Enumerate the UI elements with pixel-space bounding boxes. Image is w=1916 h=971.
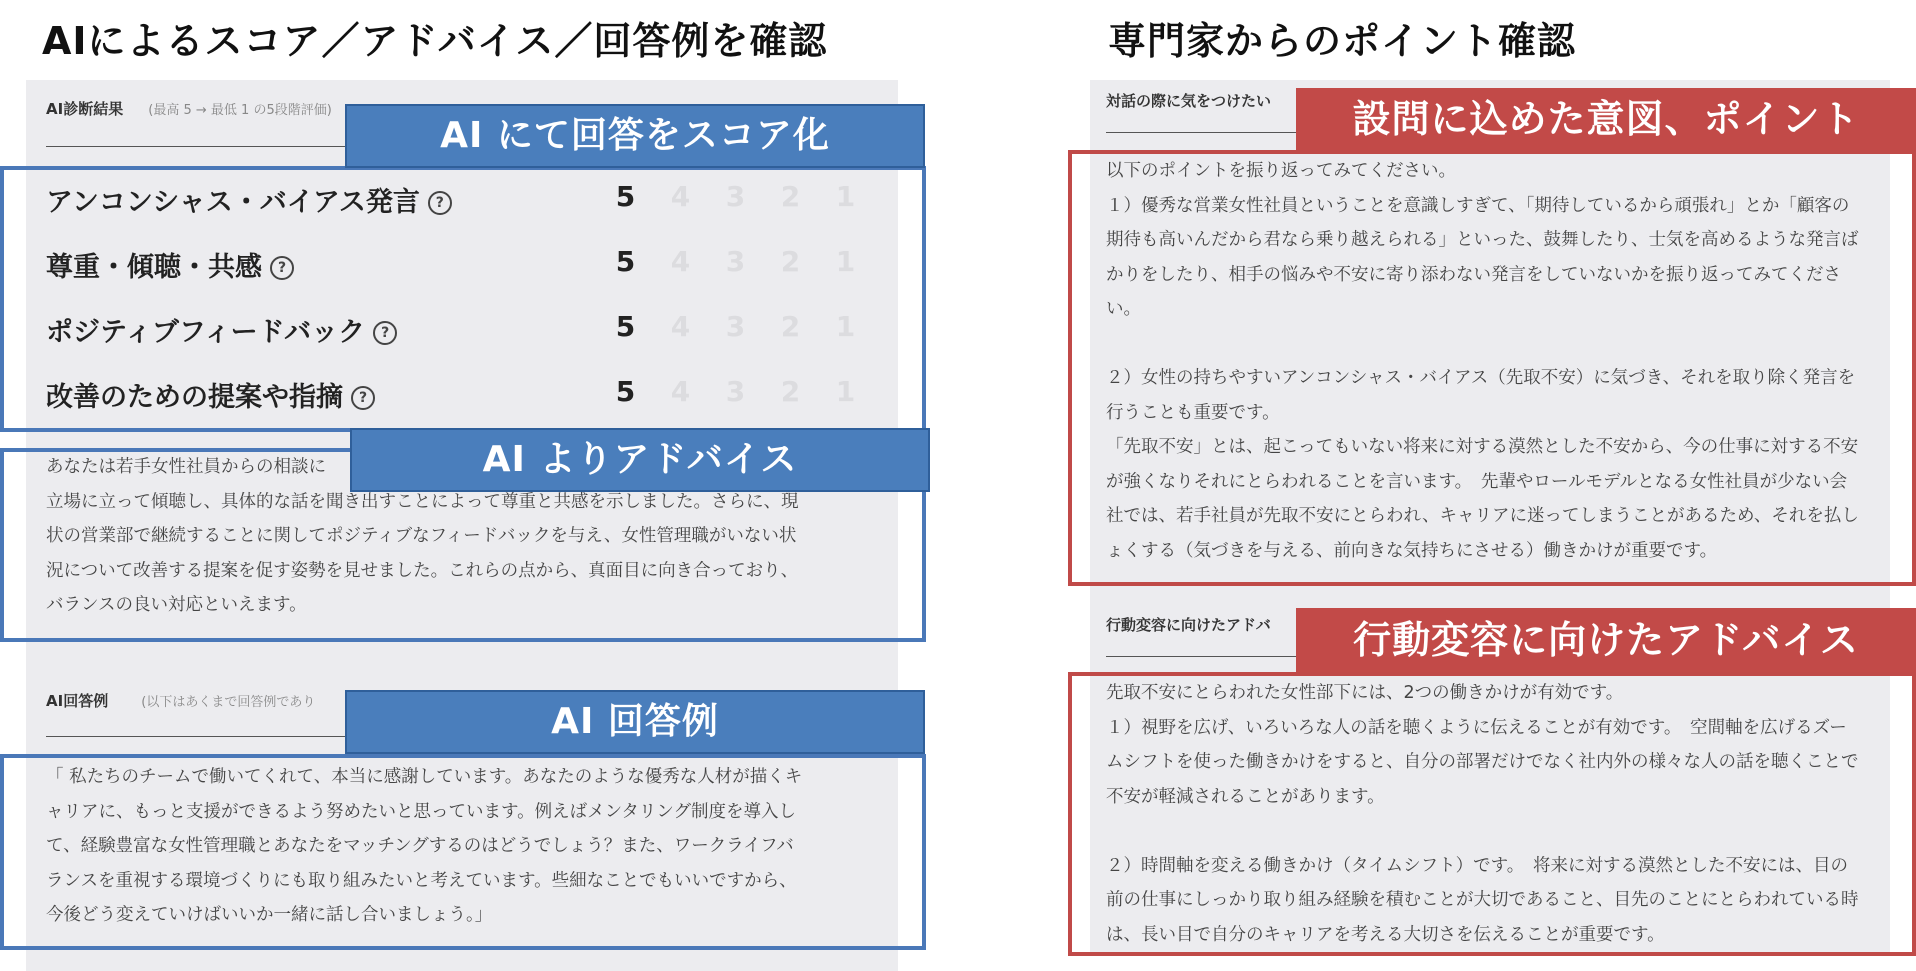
score-3[interactable]: 3 xyxy=(725,180,746,213)
score-4[interactable]: 4 xyxy=(670,310,691,343)
behavior-highlight-box xyxy=(1068,672,1916,956)
score-1[interactable]: 1 xyxy=(835,375,856,408)
behavior-line: ２）時間軸を変える働きかけ（タイムシフト）です。 将来に対する漠然とした不安には、目の xyxy=(1106,855,1848,876)
point-line: い。 xyxy=(1106,299,1141,319)
score-highlight-box xyxy=(0,166,926,432)
criterion-label: ポジティブフィードバック xyxy=(46,317,366,348)
score-1[interactable]: 1 xyxy=(835,180,856,213)
score-3[interactable]: 3 xyxy=(725,245,746,278)
example-line: ャリアに、もっと支援ができるよう努めたいと思っています。例えばメンタリング制度を導入し xyxy=(46,801,797,822)
example-line: 「 私たちのチームで働いてくれて、本当に感謝しています。あなたのような優秀な人材が描くキ xyxy=(46,767,803,787)
point-line: 行うことも重要です。 xyxy=(1106,402,1280,423)
advice-banner: AI よりアドバイス xyxy=(350,428,930,492)
behavior-line: は、長い目で自分のキャリアを考える大切さを伝えることが重要です。 xyxy=(1106,924,1665,945)
behavior-section-title: 行動変容に向けたアドバ xyxy=(1106,616,1271,634)
help-icon[interactable]: ? xyxy=(351,386,375,410)
criterion-label: 改善のための提案や指摘 xyxy=(46,382,343,413)
advice-line: 状の営業部で継続することに関してポジティブなフィードバックを与え、女性管理職がいない状 xyxy=(46,526,797,546)
point-section-title: 対話の際に気をつけたい xyxy=(1106,92,1272,110)
example-banner: AI 回答例 xyxy=(345,690,925,754)
behavior-line: 先取不安にとらわれた女性部下には、2つの働きかけが有効です。 xyxy=(1106,683,1624,703)
score-2[interactable]: 2 xyxy=(780,375,801,408)
point-line: 期待も高いんだから君なら乗り越えられる」といった、鼓舞したり、士気を高めるような発言ば xyxy=(1106,230,1859,250)
point-line: かりをしたり、相手の悩みや不安に寄り添わない発言をしていないかを振り返ってみてくださ xyxy=(1106,264,1841,285)
diagnosis-note: (最高 5 → 最低 1 の5段階評価) xyxy=(148,103,332,118)
advice-line: あなたは若手女性社員からの相談に xyxy=(46,457,326,477)
advice-line: 況について改善する提案を促す姿勢を見せました。これらの点から、真面目に向き合っており、 xyxy=(46,560,799,581)
example-highlight-box xyxy=(0,754,926,950)
point-line: が強くなりそれにとらわれることを言います。 先輩やロールモデルとなる女性社員が少ない会 xyxy=(1106,471,1848,492)
help-icon[interactable]: ? xyxy=(270,256,294,280)
help-icon[interactable]: ? xyxy=(373,321,397,345)
score-5[interactable]: 5 xyxy=(615,375,636,408)
score-2[interactable]: 2 xyxy=(780,180,801,213)
score-4[interactable]: 4 xyxy=(670,245,691,278)
example-note: (以下はあくまで回答例であり xyxy=(141,695,316,710)
point-highlight-box xyxy=(1068,150,1916,586)
criterion-label: アンコンシャス・バイアス発言 xyxy=(46,187,420,218)
point-line: ょくする（気づきを与える、前向きな気持ちにさせる）働きかけが重要です。 xyxy=(1106,540,1718,561)
example-header xyxy=(46,690,315,711)
score-1[interactable]: 1 xyxy=(835,310,856,343)
point-line: 「先取不安」とは、起こってもいない将来に対する漠然とした不安から、今の仕事に対する不安 xyxy=(1106,437,1859,457)
example-line: て、経験豊富な女性管理職とあなたをマッチングするのはどうでしょう？また、ワークライフバ xyxy=(46,836,794,856)
behavior-banner: 行動変容に向けたアドバイス xyxy=(1296,608,1916,672)
example-line: 今後どう変えていけばいいか一緒に話し合いましょう。」 xyxy=(46,905,493,925)
point-line: ２）女性の持ちやすいアンコンシャス・バイアス（先取不安）に気づき、それを取り除く発言を xyxy=(1106,368,1856,388)
point-line: １）優秀な営業女性社員ということを意識しすぎて、「期待しているから頑張れ」とか「顧客の xyxy=(1106,195,1850,216)
example-line: ランスを重視する環境づくりにも取り組みたいと考えています。些細なことでもいいですから、 xyxy=(46,870,797,891)
left-heading: AIによるスコア／アドバイス／回答例を確認 xyxy=(42,19,828,63)
score-5[interactable]: 5 xyxy=(615,310,636,343)
diagnosis-title: AI診断結果 xyxy=(46,100,124,118)
score-5[interactable]: 5 xyxy=(615,180,636,213)
help-icon[interactable]: ? xyxy=(428,191,452,215)
point-banner: 設問に込めた意図、ポイント xyxy=(1296,88,1916,150)
score-4[interactable]: 4 xyxy=(670,375,691,408)
behavior-line: ムシフトを使った働きかけをすると、自分の部署だけでなく社内外の様々な人の話を聴くことで xyxy=(1106,752,1859,772)
behavior-line: １）視野を広げ、いろいろな人の話を聴くように伝えることが有効です。 空間軸を広げるズー xyxy=(1106,717,1847,738)
behavior-line: 不安が軽減されることがあります。 xyxy=(1106,786,1385,807)
score-banner: AI にて回答をスコア化 xyxy=(345,104,925,168)
point-line: 以下のポイントを振り返ってみてください。 xyxy=(1106,161,1456,181)
point-line: 社では、若手社員が先取不安にとらわれ、キャリアに迷ってしまうことがあるため、それを払し xyxy=(1106,506,1859,526)
criterion-label: 尊重・傾聴・共感 xyxy=(46,252,262,283)
score-5[interactable]: 5 xyxy=(615,245,636,278)
behavior-divider xyxy=(1106,656,1316,657)
advice-line: 立場に立って傾聴し、具体的な話を聞き出すことによって尊重と共感を示しました。さらに、現 xyxy=(46,491,799,512)
example-title: AI回答例 xyxy=(46,692,109,710)
score-2[interactable]: 2 xyxy=(780,310,801,343)
advice-line: バランスの良い対応といえます。 xyxy=(46,595,307,615)
diagnosis-header xyxy=(46,98,332,119)
behavior-line: 前の仕事にしっかり取り組み経験を積むことが大切であること、目先のことにとらわれている時 xyxy=(1106,890,1859,910)
score-4[interactable]: 4 xyxy=(670,180,691,213)
score-2[interactable]: 2 xyxy=(780,245,801,278)
point-divider xyxy=(1106,132,1316,133)
right-heading: 専門家からのポイント確認 xyxy=(1108,19,1577,63)
score-3[interactable]: 3 xyxy=(725,310,746,343)
score-1[interactable]: 1 xyxy=(835,245,856,278)
score-3[interactable]: 3 xyxy=(725,375,746,408)
